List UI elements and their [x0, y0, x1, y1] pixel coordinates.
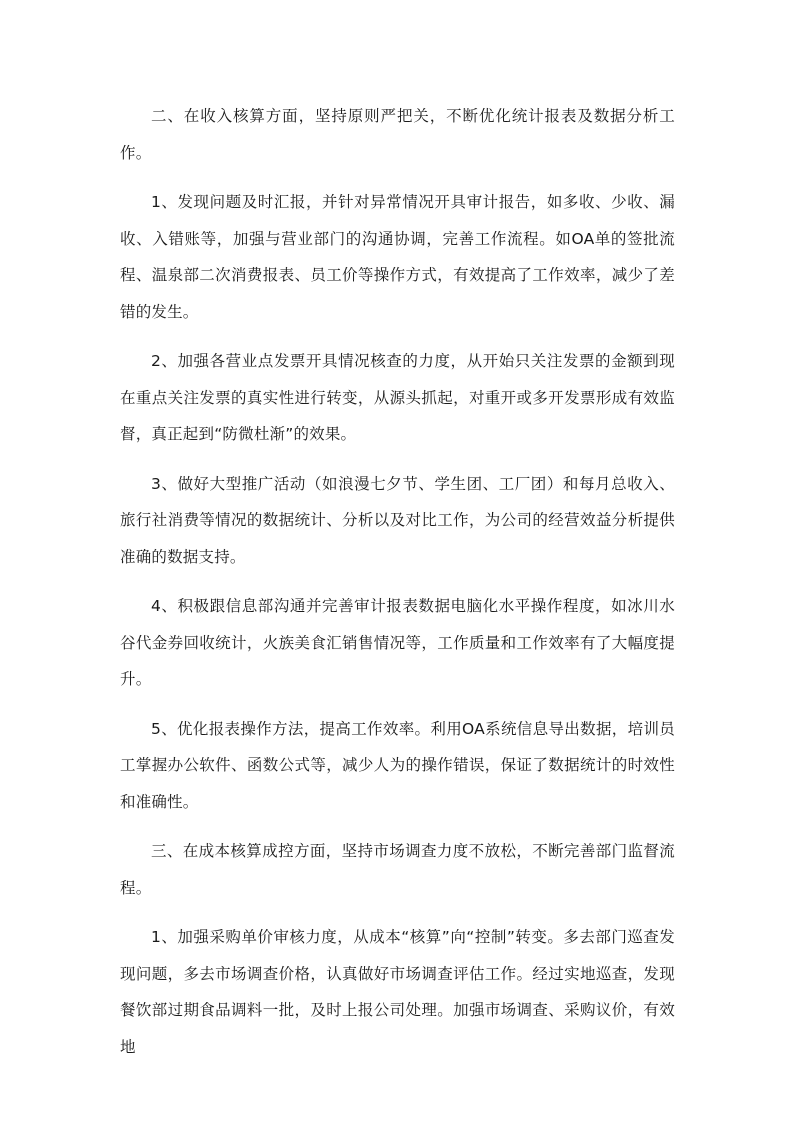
paragraph-revenue-item-1: 1、发现问题及时汇报，并针对异常情况开具审计报告，如多收、少收、漏收、入错账等，加强与营业部门的沟通协调，完善工作流程。如OA单的签批流程、温泉部二次消费报表、员工价等操作方式，有效提高了工作效率，减少了差错的发生。 — [120, 193, 675, 321]
paragraph-revenue-item-4: 4、积极跟信息部沟通并完善审计报表数据电脑化水平操作程度，如冰川水谷代金券回收统计，火族美食汇销售情况等，工作质量和工作效率有了大幅度提升。 — [120, 597, 675, 688]
document-body — [120, 98, 675, 1078]
paragraph-revenue-item-5: 5、优化报表操作方法，提高工作效率。利用OA系统信息导出数据，培训员工掌握办公软件、函数公式等，减少人为的操作错误，保证了数据统计的时效性和准确性。 — [120, 719, 675, 811]
paragraph-revenue-item-2: 2、加强各营业点发票开具情况核查的力度，从开始只关注发票的金额到现在重点关注发票的真实性进行转变，从源头抓起，对重开或多开发票形成有效监督，真正起到“防微杜渐”的效果。 — [120, 352, 675, 443]
section-heading-cost: 三、在成本核算成控方面，坚持市场调查力度不放松，不断完善部门监督流程。 — [120, 842, 675, 897]
paragraph-revenue-item-3: 3、做好大型推广活动（如浪漫七夕节、学生团、工厂团）和每月总收入、旅行社消费等情况的数据统计、分析以及对比工作，为公司的经营效益分析提供准确的数据支持。 — [120, 474, 675, 566]
section-heading-revenue: 二、在收入核算方面，坚持原则严把关，不断优化统计报表及数据分析工作。 — [120, 107, 675, 162]
paragraph-cost-item-1: 1、加强采购单价审核力度，从成本“核算”向“控制”转变。多去部门巡查发现问题，多去市场调查价格，认真做好市场调查评估工作。经过实地巡查，发现餐饮部过期食品调料一批，及时上报公司处理。加强市场调查、采购议价，有效地 — [120, 928, 675, 1056]
